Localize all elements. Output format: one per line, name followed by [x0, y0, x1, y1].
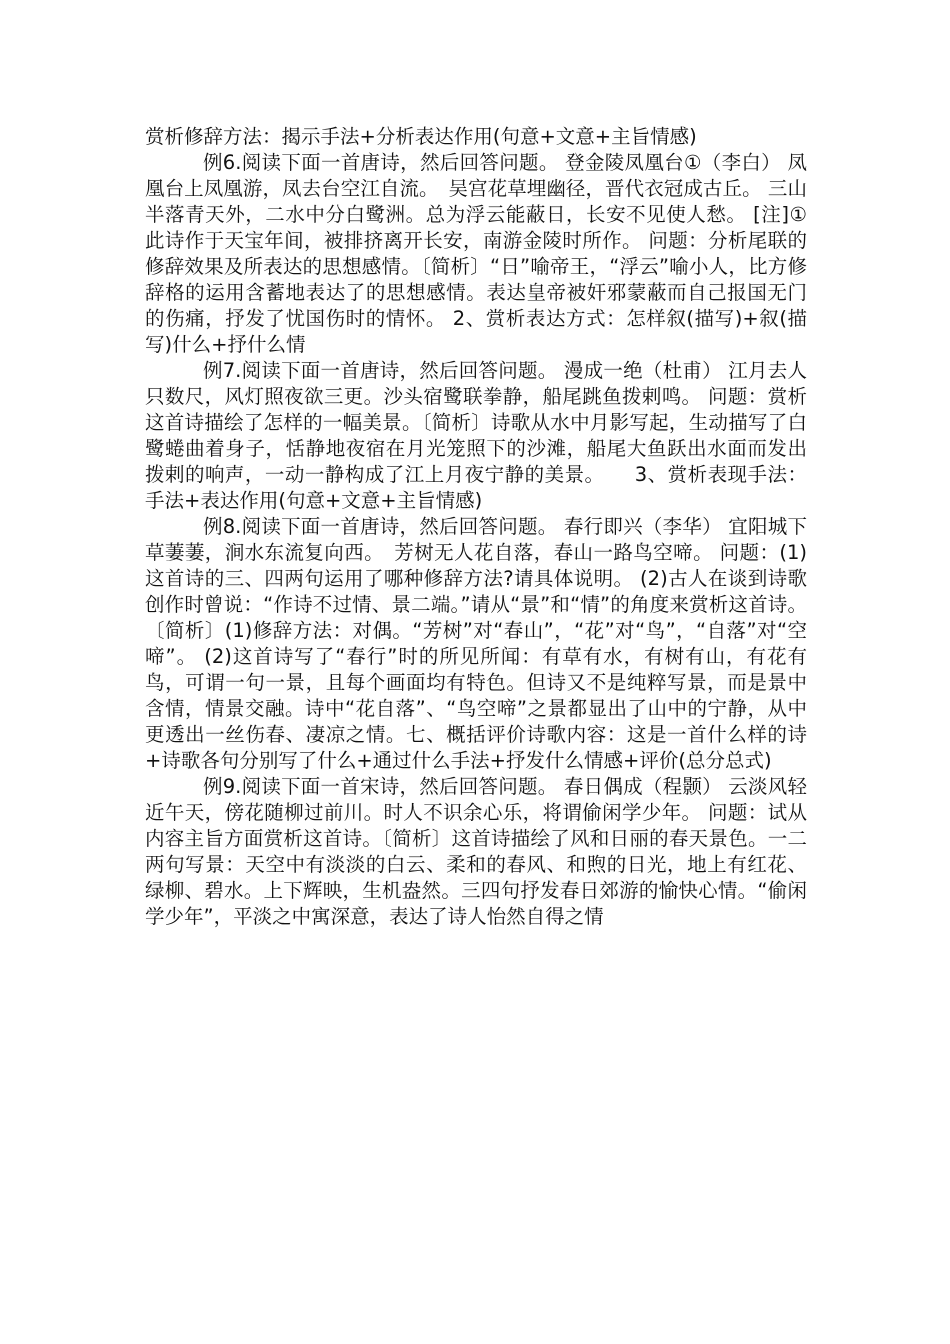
paragraph-intro: 赏析修辞方法：揭示手法+分析表达作用(句意+文意+主旨情感)	[145, 125, 697, 148]
paragraph-example-7: 例7.阅读下面一首唐诗，然后回答问题。 漫成一绝（杜甫） 江月去人只数尺，风灯照夜欲三更。沙头宿鹭联拳静，船尾跳鱼拨剌鸣。 问题：赏析这首诗描绘了怎样的一幅美景。〔简析〕诗歌从水中月影写起，生动描写了白鹭蜷曲着身子，恬静地夜宿在月光笼照下的沙滩，船尾大鱼跃出水面而发出拨剌的响声，一动一静构成了江上月夜宁静的美景。 3、赏析表现手法：手法+表达作用(句意+文意+主旨情感)	[145, 359, 807, 512]
paragraph-example-8: 例8.阅读下面一首唐诗，然后回答问题。 春行即兴（李华） 宜阳城下草萋萋，涧水东流复向西。 芳树无人花自落，春山一路鸟空啼。 问题：(1)这首诗的三、四两句运用了哪种修辞方法?请具体说明。 (2)古人在谈到诗歌创作时曾说：“作诗不过情、景二端。”请从“景”和“情”的角度来赏析这首诗。〔简析〕(1)修辞方法：对偶。“芳树”对“春山”，“花”对“鸟”，“自落”对“空啼”。 (2)这首诗写了“春行”时的所见所闻：有草有水，有树有山，有花有鸟，可谓一句一景，且每个画面均有特色。但诗又不是纯粹写景，而是景中含情，情景交融。诗中“花自落”、“鸟空啼”之景都显出了山中的宁静，从中更透出一丝伤春、凄凉之情。七、概括评价诗歌内容：这是一首什么样的诗+诗歌各句分别写了什么+通过什么手法+抒发什么情感+评价(总分总式)	[145, 515, 807, 772]
paragraph-example-6: 例6.阅读下面一首唐诗，然后回答问题。 登金陵凤凰台①（李白） 凤凰台上凤凰游，凤去台空江自流。 吴宫花草埋幽径，晋代衣冠成古丘。 三山半落青天外，二水中分白鹭洲。总为浮云能蔽日，长安不见使人愁。 [注]① 此诗作于天宝年间，被排挤离开长安，南游金陵时所作。 问题：分析尾联的修辞效果及所表达的思想感情。〔简析〕“日”喻帝王，“浮云”喻小人，比方修辞格的运用含蓄地表达了的思想感情。表达皇帝被奸邪蒙蔽而自己报国无门的伤痛，抒发了忧国伤时的情怀。 2、赏析表达方式：怎样叙(描写)+叙(描写)什么+抒什么情	[145, 151, 807, 356]
body-text	[145, 124, 807, 930]
paragraph-example-9: 例9.阅读下面一首宋诗，然后回答问题。 春日偶成（程颢） 云淡风轻近午天，傍花随柳过前川。时人不识余心乐，将谓偷闲学少年。 问题：试从内容主旨方面赏析这首诗。〔简析〕这首诗描绘了风和日丽的春天景色。一二两句写景：天空中有淡淡的白云、柔和的春风、和煦的日光，地上有红花、绿柳、碧水。上下辉映，生机盎然。三四句抒发春日郊游的愉快心情。“偷闲学少年”，平淡之中寓深意，表达了诗人怡然自得之情	[145, 775, 807, 928]
